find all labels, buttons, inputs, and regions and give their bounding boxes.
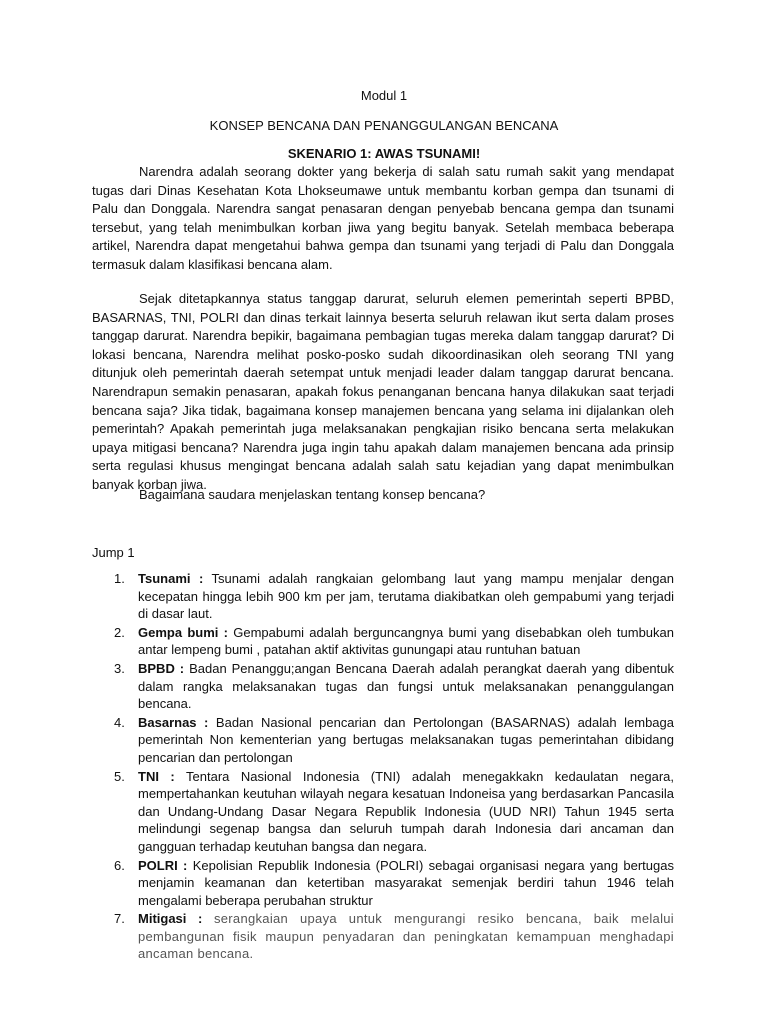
term-definition: Kepolisian Republik Indonesia (POLRI) sebagai organisasi negara yang bertugas menjamin keamanan dan ketertiban masyarakat semenjak berdiri tahun 1946 telah mengalami beberapa perubahan struktur [138,857,674,908]
item-number: 3. [114,660,125,676]
item-number: 1. [114,571,125,586]
term-label: POLRI : [138,857,188,873]
term-definition: Tsunami adalah rangkaian gelombang laut yang mampu menjalar dengan kecepatan hingga lebih 900 km per jam, terutama diakibatkan oleh gempabumi yang terjadi di dasar laut. [138,571,674,622]
list-item-tni [92,768,674,856]
term-label: Mitigasi : [138,911,203,927]
term-label: Gempa bumi : [138,624,228,640]
item-number: 6. [114,857,125,873]
list-item-tsunami [92,570,674,623]
jump-heading: Jump 1 [92,545,135,560]
list-item-polri [92,857,674,910]
term-label: Tsunami : [138,571,204,586]
term-label: BPBD : [138,660,185,676]
paragraph-question: Bagaimana saudara menjelaskan tentang konsep bencana? [139,487,486,502]
item-number: 2. [114,624,125,640]
list-item-basarnas [92,714,674,767]
item-number: 7. [114,911,125,927]
terms-list [92,570,674,964]
list-item-gempa-bumi [92,624,674,659]
list-item-mitigasi [92,910,674,963]
term-definition: Gempabumi adalah berguncangnya bumi yang disebabkan oleh tumbukan antar lempeng bumi , patahan aktif aktivitas gunungapi atau runtuhan batuan [138,624,674,658]
term-definition: Badan Nasional pencarian dan Pertolongan (BASARNAS) adalah lembaga pemerintah Non kementerian yang bertugas melaksanakan tugas pemerintahan dibidang pencarian dan pertolongan [138,714,674,765]
term-label: TNI : [138,768,175,784]
term-label: Basarnas : [138,714,209,730]
paragraph-response: Sejak ditetapkannya status tanggap darurat, seluruh elemen pemerintah seperti BPBD, BASARNAS, TNI, POLRI dan dinas terkait lainnya beserta seluruh relawan ikut serta dalam proses tanggap darurat. Narendra bepikir, bagaimana pembagian tugas mereka dalam tanggap darurat? Di lokasi bencana, Narendra melihat posko-posko sudah dikoordinasikan oleh seorang TNI yang ditunjuk oleh pemerintah daerah setempat untuk menjadi leader dalam tanggap darurat bencana. Narendrapun semakin penasaran, apakah fokus penanganan bencana hanya dilakukan saat terjadi bencana saja? Jika tidak, bagaimana konsep manajemen bencana yang selama ini dijalankan oleh pemerintah? Apakah pemerintah juga melaksanakan pengkajian risiko bencana serta melakukan upaya mitigasi bencana? Narendra juga ingin tahu apakah dalam manajemen bencana ada prinsip serta regulasi khusus mengingat bencana adalah salah satu kejadian yang dapat menimbulkan banyak korban jiwa. [92,291,674,492]
item-number: 4. [114,714,125,730]
paragraph-intro: Narendra adalah seorang dokter yang bekerja di salah satu rumah sakit yang mendapat tugas dari Dinas Kesehatan Kota Lhokseumawe untuk membantu korban gempa dan tsunami di Palu dan Donggala. Narendra sangat penasaran dengan penyebab bencana gempa dan tsunami tersebut, yang telah menimbulkan korban jiwa yang begitu banyak. Setelah membaca beberapa artikel, Narendra dapat mengetahui bahwa gempa dan tsunami yang terjadi di Palu dan Donggala termasuk dalam klasifikasi bencana alam. [92,164,674,272]
module-label: Modul 1 [360,88,408,103]
scenario-title: SKENARIO 1: AWAS TSUNAMI! [287,146,481,161]
item-number: 5. [114,768,125,784]
term-definition: Tentara Nasional Indonesia (TNI) adalah menegakkakn kedaulatan negara, mempertahankan keutuhan wilayah negara kesatuan Indoneisa yang berdasarkan Pancasila dan Undang-Undang Dasar Negara Republik Indonesia (UUD NRI) Tahun 1945 serta melindungi segenap bangsa dan seluruh tumpah darah Indonesia dari ancaman dan gangguan terhadap keutuhan bangsa dan negara. [138,768,674,854]
term-definition: serangkaian upaya untuk mengurangi resiko bencana, baik melalui pembangunan fisik maupun penyadaran dan peningkatan kemampuan menghadapi ancaman bencana. [138,911,674,962]
list-item-bpbd [92,660,674,713]
term-definition: Badan Penanggu;angan Bencana Daerah adalah perangkat daerah yang dibentuk dalam rangka melaksanakan tugas dan fungsi untuk melaksanakan penanggulangan bencana. [138,660,674,712]
document-title: KONSEP BENCANA DAN PENANGGULANGAN BENCANA [209,118,559,133]
